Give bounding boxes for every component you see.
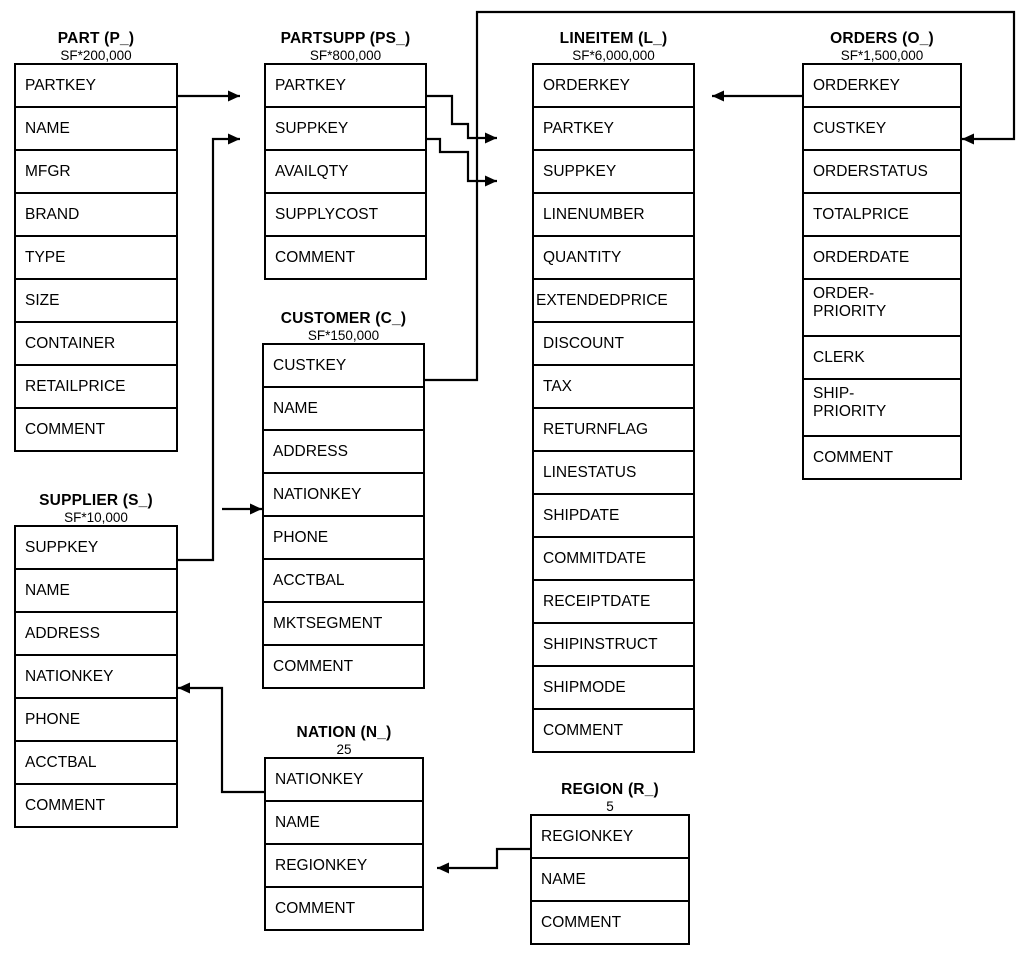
entity-customer-header xyxy=(262,310,425,343)
field-nation-name[interactable]: NAME xyxy=(266,802,422,845)
field-supplier-phone[interactable]: PHONE xyxy=(16,699,176,742)
field-orders-orderpriority-line1: ORDER- xyxy=(813,285,875,303)
field-supplier-comment[interactable]: COMMENT xyxy=(16,785,176,828)
field-lineitem-tax[interactable]: TAX xyxy=(534,366,693,409)
entity-customer-cardinality: SF*150,000 xyxy=(307,327,380,343)
entity-part-name: PART (P_) xyxy=(57,30,135,47)
field-lineitem-comment[interactable]: COMMENT xyxy=(534,710,693,753)
field-partsupp-partkey[interactable]: PARTKEY xyxy=(266,65,425,108)
field-lineitem-partkey[interactable]: PARTKEY xyxy=(534,108,693,151)
entity-region-header xyxy=(530,781,690,814)
field-lineitem-discount[interactable]: DISCOUNT xyxy=(534,323,693,366)
field-supplier-address[interactable]: ADDRESS xyxy=(16,613,176,656)
field-part-retailprice[interactable]: RETAILPRICE xyxy=(16,366,176,409)
field-orders-comment[interactable]: COMMENT xyxy=(804,437,960,480)
entity-partsupp-name: PARTSUPP (PS_) xyxy=(280,30,411,47)
field-orders-orderdate[interactable]: ORDERDATE xyxy=(804,237,960,280)
field-lineitem-commitdate[interactable]: COMMITDATE xyxy=(534,538,693,581)
field-part-type[interactable]: TYPE xyxy=(16,237,176,280)
arrowhead-icon xyxy=(485,133,497,144)
entity-orders-fields xyxy=(802,63,962,480)
field-nation-regionkey[interactable]: REGIONKEY xyxy=(266,845,422,888)
field-lineitem-receiptdate[interactable]: RECEIPTDATE xyxy=(534,581,693,624)
field-supplier-suppkey[interactable]: SUPPKEY xyxy=(16,527,176,570)
field-partsupp-availqty[interactable]: AVAILQTY xyxy=(266,151,425,194)
field-customer-nationkey[interactable]: NATIONKEY xyxy=(264,474,423,517)
field-orders-totalprice[interactable]: TOTALPRICE xyxy=(804,194,960,237)
link-nation-supplier xyxy=(178,688,264,792)
entity-region-cardinality: 5 xyxy=(606,798,614,814)
field-partsupp-supplycost[interactable]: SUPPLYCOST xyxy=(266,194,425,237)
field-supplier-acctbal[interactable]: ACCTBAL xyxy=(16,742,176,785)
field-supplier-nationkey[interactable]: NATIONKEY xyxy=(16,656,176,699)
entity-supplier xyxy=(14,492,178,828)
entity-lineitem-header xyxy=(532,30,695,63)
entity-lineitem-fields xyxy=(532,63,695,753)
field-customer-address[interactable]: ADDRESS xyxy=(264,431,423,474)
field-part-partkey[interactable]: PARTKEY xyxy=(16,65,176,108)
field-part-comment[interactable]: COMMENT xyxy=(16,409,176,452)
field-lineitem-shipmode[interactable]: SHIPMODE xyxy=(534,667,693,710)
field-lineitem-suppkey[interactable]: SUPPKEY xyxy=(534,151,693,194)
field-partsupp-comment[interactable]: COMMENT xyxy=(266,237,425,280)
entity-nation-name: NATION (N_) xyxy=(296,724,392,741)
field-lineitem-linenumber[interactable]: LINENUMBER xyxy=(534,194,693,237)
link-region-nation xyxy=(437,849,530,868)
field-orders-clerk[interactable]: CLERK xyxy=(804,337,960,380)
entity-customer-name: CUSTOMER (C_) xyxy=(280,310,407,327)
entity-partsupp-cardinality: SF*800,000 xyxy=(309,47,382,63)
entity-part-fields xyxy=(14,63,178,452)
field-customer-name[interactable]: NAME xyxy=(264,388,423,431)
arrowhead-icon xyxy=(437,863,449,874)
arrowhead-icon xyxy=(712,91,724,102)
field-lineitem-linestatus[interactable]: LINESTATUS xyxy=(534,452,693,495)
entity-lineitem-cardinality: SF*6,000,000 xyxy=(572,47,655,63)
field-part-size[interactable]: SIZE xyxy=(16,280,176,323)
entity-orders-name: ORDERS (O_) xyxy=(830,30,934,47)
entity-nation-cardinality: 25 xyxy=(336,741,352,757)
field-lineitem-extendedprice[interactable]: EXTENDEDPRICE xyxy=(534,280,693,323)
entity-supplier-fields xyxy=(14,525,178,828)
entity-customer xyxy=(262,310,425,689)
field-lineitem-orderkey[interactable]: ORDERKEY xyxy=(534,65,693,108)
link-partsupp-lineitem-suppkey xyxy=(427,139,497,181)
field-region-name[interactable]: NAME xyxy=(532,859,688,902)
field-orders-orderstatus[interactable]: ORDERSTATUS xyxy=(804,151,960,194)
arrowhead-icon xyxy=(228,91,240,102)
entity-customer-fields xyxy=(262,343,425,689)
field-customer-custkey[interactable]: CUSTKEY xyxy=(264,345,423,388)
entity-region-name: REGION (R_) xyxy=(561,781,659,798)
entity-partsupp-header xyxy=(264,30,427,63)
field-orders-custkey[interactable]: CUSTKEY xyxy=(804,108,960,151)
arrowhead-icon xyxy=(228,134,240,145)
link-partsupp-lineitem-partkey xyxy=(427,96,497,138)
field-lineitem-shipinstruct[interactable]: SHIPINSTRUCT xyxy=(534,624,693,667)
entity-region xyxy=(530,781,690,945)
field-orders-shippriority-line1: SHIP- xyxy=(813,385,855,403)
field-customer-mktsegment[interactable]: MKTSEGMENT xyxy=(264,603,423,646)
field-region-regionkey[interactable]: REGIONKEY xyxy=(532,816,688,859)
entity-nation-fields xyxy=(264,757,424,931)
arrowhead-icon xyxy=(962,134,974,145)
field-customer-comment[interactable]: COMMENT xyxy=(264,646,423,689)
field-lineitem-shipdate[interactable]: SHIPDATE xyxy=(534,495,693,538)
entity-orders-cardinality: SF*1,500,000 xyxy=(840,47,924,63)
field-customer-acctbal[interactable]: ACCTBAL xyxy=(264,560,423,603)
field-part-mfgr[interactable]: MFGR xyxy=(16,151,176,194)
entity-partsupp xyxy=(264,30,427,280)
field-supplier-name[interactable]: NAME xyxy=(16,570,176,613)
field-nation-nationkey[interactable]: NATIONKEY xyxy=(266,759,422,802)
field-nation-comment[interactable]: COMMENT xyxy=(266,888,422,931)
field-orders-orderpriority-line2: PRIORITY xyxy=(813,303,887,321)
field-part-container[interactable]: CONTAINER xyxy=(16,323,176,366)
entity-nation xyxy=(264,724,424,931)
field-lineitem-returnflag[interactable]: RETURNFLAG xyxy=(534,409,693,452)
field-partsupp-suppkey[interactable]: SUPPKEY xyxy=(266,108,425,151)
field-lineitem-quantity[interactable]: QUANTITY xyxy=(534,237,693,280)
entity-part-header xyxy=(14,30,178,63)
field-region-comment[interactable]: COMMENT xyxy=(532,902,688,945)
entity-lineitem xyxy=(532,30,695,753)
entity-region-fields xyxy=(530,814,690,945)
entity-orders-header xyxy=(802,30,962,63)
entity-lineitem-name: LINEITEM (L_) xyxy=(559,30,668,47)
field-part-name[interactable]: NAME xyxy=(16,108,176,151)
arrowhead-icon xyxy=(250,504,262,515)
arrowhead-icon xyxy=(485,176,497,187)
entity-orders xyxy=(802,30,962,480)
entity-part xyxy=(14,30,178,452)
field-part-brand[interactable]: BRAND xyxy=(16,194,176,237)
entity-supplier-cardinality: SF*10,000 xyxy=(64,509,128,525)
entity-part-cardinality: SF*200,000 xyxy=(60,47,132,63)
entity-supplier-header xyxy=(14,492,178,525)
field-orders-orderpriority[interactable] xyxy=(804,280,960,337)
field-orders-shippriority[interactable] xyxy=(804,380,960,437)
entity-supplier-name: SUPPLIER (S_) xyxy=(39,492,153,509)
arrowhead-icon xyxy=(178,683,190,694)
field-customer-phone[interactable]: PHONE xyxy=(264,517,423,560)
entity-partsupp-fields xyxy=(264,63,427,280)
link-supplier-partsupp xyxy=(178,139,240,560)
entity-nation-header xyxy=(264,724,424,757)
field-orders-shippriority-line2: PRIORITY xyxy=(813,403,887,421)
field-orders-orderkey[interactable]: ORDERKEY xyxy=(804,65,960,108)
